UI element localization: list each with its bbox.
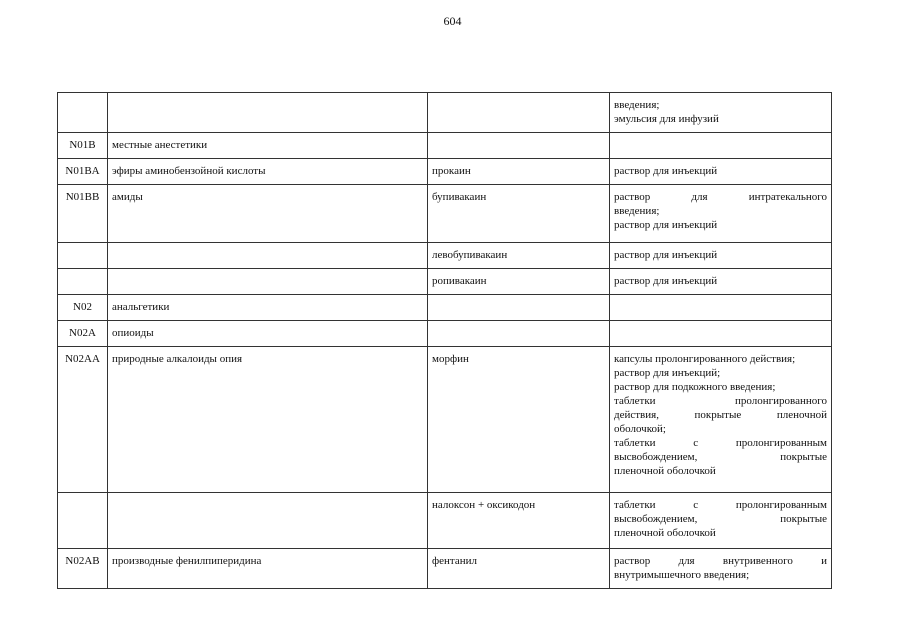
table-row bbox=[58, 133, 832, 159]
table-row bbox=[58, 295, 832, 321]
drug-table bbox=[57, 92, 832, 589]
dosage-form-cell bbox=[610, 185, 832, 243]
drug-name-cell bbox=[428, 295, 610, 321]
group-name-cell bbox=[108, 493, 428, 549]
dosage-form-cell bbox=[610, 493, 832, 549]
dosage-form-cell bbox=[610, 93, 832, 133]
dosage-form-line: таблетки с пролонгированным bbox=[614, 499, 827, 511]
group-name-cell: амиды bbox=[108, 185, 428, 243]
dosage-form-line: раствор для подкожного введения; bbox=[614, 381, 776, 393]
dosage-form-cell bbox=[610, 133, 832, 159]
dosage-form-cell bbox=[610, 347, 832, 493]
group-name-cell: анальгетики bbox=[108, 295, 428, 321]
group-name-cell: природные алкалоиды опия bbox=[108, 347, 428, 493]
drug-name-cell: прокаин bbox=[428, 159, 610, 185]
dosage-form-line: капсулы пролонгированного действия; bbox=[614, 353, 796, 365]
table-row bbox=[58, 243, 832, 269]
dosage-form-cell bbox=[610, 549, 832, 589]
table-row bbox=[58, 493, 832, 549]
dosage-form-cell bbox=[610, 295, 832, 321]
drug-name-cell: морфин bbox=[428, 347, 610, 493]
dosage-form-line: таблетки пролонгированного bbox=[614, 395, 827, 407]
dosage-form-line: оболочкой; bbox=[614, 423, 666, 435]
drug-name-cell: левобупивакаин bbox=[428, 243, 610, 269]
atc-code-cell: N02A bbox=[58, 321, 108, 347]
dosage-form-line: раствор для инъекций bbox=[614, 219, 718, 231]
group-name-cell: опиоиды bbox=[108, 321, 428, 347]
table-row bbox=[58, 549, 832, 589]
group-name-cell bbox=[108, 243, 428, 269]
table-row bbox=[58, 159, 832, 185]
drug-name-cell bbox=[428, 133, 610, 159]
table-row bbox=[58, 269, 832, 295]
dosage-form-line: раствор для инъекций bbox=[614, 275, 718, 287]
group-name-cell: местные анестетики bbox=[108, 133, 428, 159]
group-name-cell: производные фенилпиперидина bbox=[108, 549, 428, 589]
dosage-form-cell bbox=[610, 243, 832, 269]
dosage-form-line: раствор для интратекального bbox=[614, 191, 827, 203]
dosage-form-line: внутримышечного введения; bbox=[614, 569, 750, 581]
atc-code-cell bbox=[58, 493, 108, 549]
table-row bbox=[58, 321, 832, 347]
dosage-form-line: раствор для внутривенного и bbox=[614, 555, 827, 567]
drug-name-cell: ропивакаин bbox=[428, 269, 610, 295]
dosage-form-line: таблетки с пролонгированным bbox=[614, 437, 827, 449]
group-name-cell bbox=[108, 93, 428, 133]
atc-code-cell: N02AB bbox=[58, 549, 108, 589]
table-row bbox=[58, 185, 832, 243]
table-row bbox=[58, 93, 832, 133]
dosage-form-line: эмульсия для инфузий bbox=[614, 113, 719, 125]
group-name-cell bbox=[108, 269, 428, 295]
drug-name-cell bbox=[428, 321, 610, 347]
atc-code-cell: N01BB bbox=[58, 185, 108, 243]
atc-code-cell bbox=[58, 93, 108, 133]
dosage-form-line: действия, покрытые пленочной bbox=[614, 409, 827, 421]
group-name-cell: эфиры аминобензойной кислоты bbox=[108, 159, 428, 185]
dosage-form-line: введения; bbox=[614, 99, 660, 111]
drug-name-cell: фентанил bbox=[428, 549, 610, 589]
table-row bbox=[58, 347, 832, 493]
dosage-form-line: высвобождением, покрытые bbox=[614, 513, 827, 525]
atc-code-cell: N01B bbox=[58, 133, 108, 159]
dosage-form-line: введения; bbox=[614, 205, 660, 217]
drug-name-cell bbox=[428, 93, 610, 133]
dosage-form-line: пленочной оболочкой bbox=[614, 465, 716, 477]
dosage-form-cell bbox=[610, 269, 832, 295]
atc-code-cell bbox=[58, 269, 108, 295]
drug-name-cell: налоксон + оксикодон bbox=[428, 493, 610, 549]
dosage-form-line: раствор для инъекций bbox=[614, 249, 718, 261]
dosage-form-line: раствор для инъекций bbox=[614, 165, 718, 177]
drug-name-cell: бупивакаин bbox=[428, 185, 610, 243]
dosage-form-line: пленочной оболочкой bbox=[614, 527, 716, 539]
dosage-form-cell bbox=[610, 321, 832, 347]
atc-code-cell bbox=[58, 243, 108, 269]
page-number: 604 bbox=[443, 14, 462, 28]
atc-code-cell: N02 bbox=[58, 295, 108, 321]
dosage-form-cell bbox=[610, 159, 832, 185]
dosage-form-line: высвобождением, покрытые bbox=[614, 451, 827, 463]
dosage-form-line: раствор для инъекций; bbox=[614, 367, 721, 379]
table-body bbox=[58, 93, 832, 589]
atc-code-cell: N01BA bbox=[58, 159, 108, 185]
atc-code-cell: N02AA bbox=[58, 347, 108, 493]
